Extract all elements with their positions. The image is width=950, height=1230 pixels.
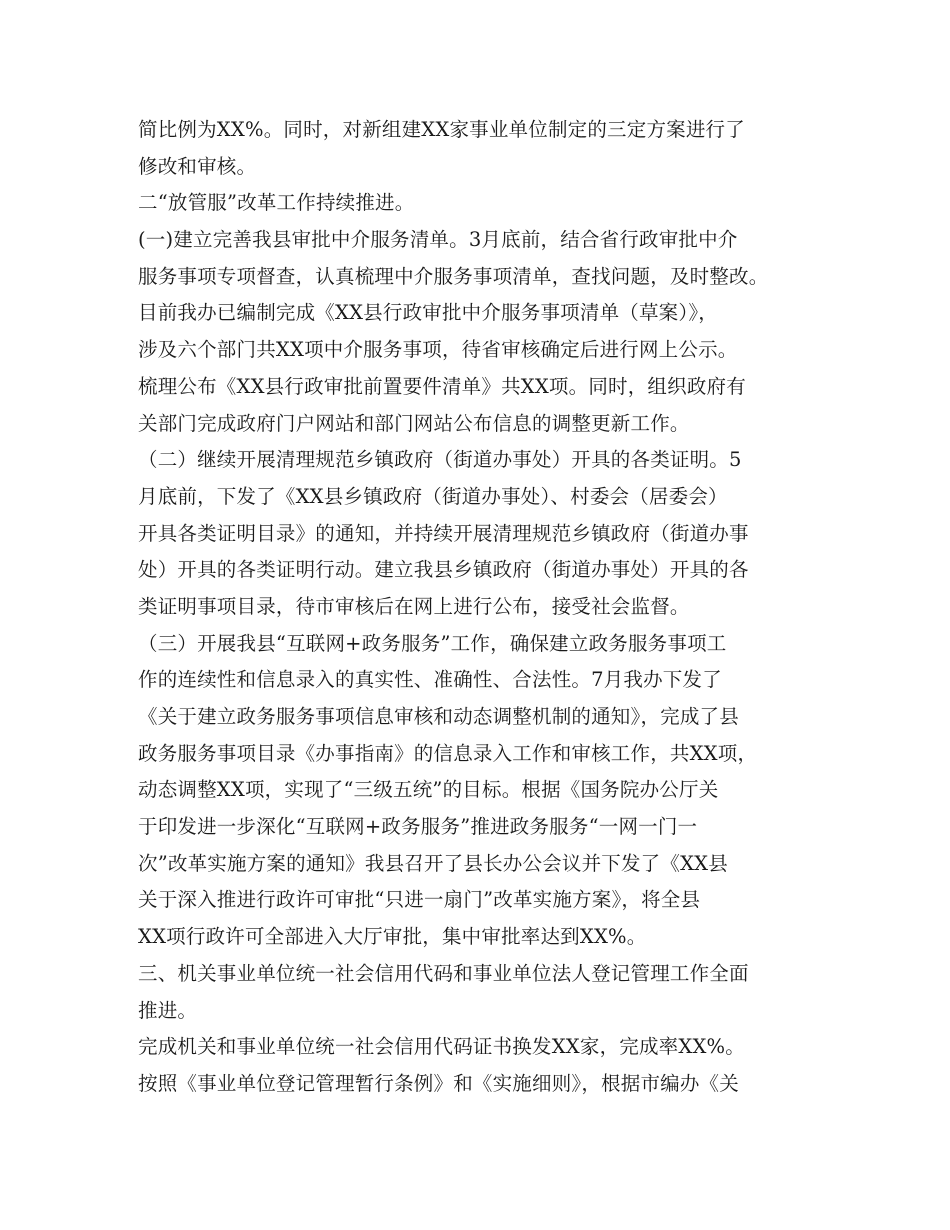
text-line: 服务事项专项督查，认真梳理中介服务事项清单，查找问题，及时整改。 [138, 264, 769, 288]
text-line: 简比例为XX%。同时，对新组建XX家事业单位制定的三定方案进行了 [138, 118, 745, 141]
text-line: 次”改革实施方案的通知》我县召开了县长办公会议并下发了《XX县 [138, 851, 728, 875]
text-line: （二）继续开展清理规范乡镇政府（街道办事处）开具的各类证明。5 [138, 448, 742, 472]
section-heading: 二“放管服”改革工作持续推进。 [138, 191, 415, 215]
text-line: 《关于建立政务服务事项信息审核和动态调整机制的通知》，完成了县 [138, 705, 739, 728]
text-line: 于印发进一步深化“互联网+政务服务”推进政务服务“一网一门一 [138, 815, 698, 839]
section-heading: 推进。 [138, 998, 198, 1022]
text-line: 开具各类证明目录》的通知，并持续开展清理规范乡镇政府（街道办事 [138, 521, 749, 545]
document-body [138, 112, 818, 1103]
text-line: 动态调整XX项，实现了“三级五统”的目标。根据《国务院办公厅关 [138, 778, 719, 802]
text-line: XX项行政许可全部进入大厅审批，集中审批率达到XX%。 [138, 925, 647, 949]
text-line: 关部门完成政府门户网站和部门网站公布信息的调整更新工作。 [138, 411, 690, 435]
text-line: 梳理公布《XX县行政审批前置要件清单》共XX项。同时，组织政府有 [138, 374, 746, 398]
text-line: 处）开具的各类证明行动。建立我县乡镇政府（街道办事处）开具的各 [138, 558, 749, 582]
text-line: (一)建立完善我县审批中介服务清单。3月底前，结合省行政审批中介 [138, 228, 738, 252]
text-line: 关于深入推进行政许可审批“只进一扇门”改革实施方案》，将全县 [138, 888, 701, 912]
text-line: 政务服务事项目录《办事指南》的信息录入工作和审核工作，共XX项， [138, 741, 758, 765]
text-line: 涉及六个部门共XX项中介服务事项，待省审核确定后进行网上公示。 [138, 338, 738, 362]
text-line: 完成机关和事业单位统一社会信用代码证书换发XX家，完成率XX%。 [138, 1035, 745, 1059]
text-line: 修改和审核。 [138, 154, 257, 178]
text-line: 目前我办已编制完成《XX县行政审批中介服务事项清单（草案）》， [138, 301, 718, 325]
text-line: 按照《事业单位登记管理暂行条例》和《实施细则》，根据市编办《关 [138, 1071, 739, 1095]
text-line: （三）开展我县“互联网+政务服务”工作，确保建立政务服务事项工 [138, 631, 727, 655]
text-line: 作的连续性和信息录入的真实性、准确性、合法性。7月我办下发了 [138, 668, 722, 692]
text-line: 月底前，下发了《XX县乡镇政府（街道办事处）、村委会（居委会） [138, 484, 728, 508]
text-line: 类证明事项目录，待市审核后在网上进行公布，接受社会监督。 [138, 594, 690, 618]
section-heading: 三、机关事业单位统一社会信用代码和事业单位法人登记管理工作全面 [138, 961, 749, 985]
